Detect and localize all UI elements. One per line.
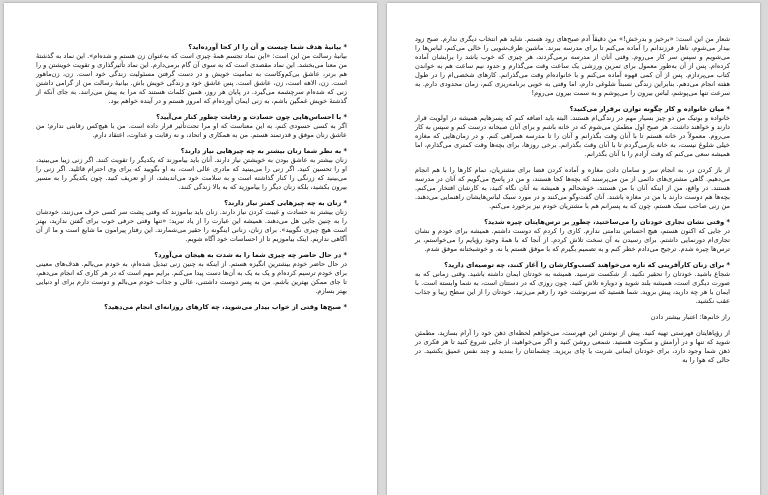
paragraph <box>415 166 730 211</box>
answer-text: اگر به کسی حسودی کنم، به این معناست که او مرا تحت‌تأثیر قرار داده است. من با هیچ‌کس رقابتی ندارم؛ من عاشق زنان موفق و قدرتمند هستم. من به همکاری و اتحاد، و نه رقابت و عداوت، اعتقاد دارم. <box>36 122 347 139</box>
paragraph <box>415 261 730 306</box>
question-text: * زنان به چه چیز‌هایی کمتر نیاز دارند؟ <box>224 199 347 207</box>
paragraph <box>415 35 730 98</box>
answer-text: شعار من این است: «برخیز و بدرخش!» من دقیقاً آدم صبح‌های زود هستم. شاید هم انتخاب دیگری ندارم. صبح زود بیدار می‌شوم، ناهار فرزندانم را آماده می‌کنم تا برای مدرسه ببرند. ماشین ظرف‌شویی را خالی می‌کنم، لباس‌ها را می‌شویم و سپس سر کار می‌روم. وقتی آنان از مدرسه برمی‌گردند، هر چیزی که خوب باشد را برایشان آماده کرده‌ام. پس از آن به‌طور معمول برای تمرین ورزشی یک ساعت وقت می‌گذارم و حدود نیم ساعت هم به خواندن کتاب می‌پردازم. پس از آن کمی قهوه آماده می‌کنم و با خانواده‌ام وقت می‌گذرانم. کارهای شخصی‌ام را در طول هفته انجام می‌دهم. بنابراین زندگی نسبتاً شلوغی دارم، اما وقتی به خوبی برنامه‌ریزی کنم، زمان محدودی دارم. به سرعت تنها می‌پوشم، لباس بیرون را می‌پوشم و به سمت بیرون می‌روم! <box>415 35 730 97</box>
answer-text: از رؤیاهایتان فهرستی تهیه کنید. پیش از نوشتن این فهرست، می‌خواهم لحظه‌ای ذهن خود را آرام بسازید. مطمئن شوید که تنها و در آرامش و سکوت هستید. شمعی روشن کنید و اگر می‌خواهید، از جایی شروع کنید تا هر فکری در ذهن شما وجود دارد، برای خودتان ایمانی شربت یا چای بریزید. چشمانتان را ببندید و چند نفس عمیق بکشید. در حالی که هوا را به <box>415 329 730 364</box>
question-text: * بیانیهٔ هدف شما چیست و آن را از کجا آورده‌اید؟ <box>188 43 347 51</box>
paragraph <box>415 313 730 322</box>
paragraph <box>36 147 347 192</box>
paragraph <box>36 43 347 106</box>
left-page <box>4 3 377 495</box>
question-text: * میان خانواده و کار چگونه توازن برقرار می‌کنید؟ <box>569 105 730 113</box>
answer-text: شجاع باشید. خودتان را تحقیر نکنید. از شکست نترسید. همیشه به خودتان ایمان داشته باشید. وقتی زمانی که به صورت دیگری است، همیشه بلند شوید و دوباره تلاش کنید. چون روزی که در دستتان است، به شما وابسته است. با ایمان با هر چه دارید، پیش بروید. شما هستید که سرنوشت خود را رقم می‌زنید. خودتان را از این سطح زیبا و جذاب عقب نکشید. <box>415 270 730 305</box>
question-text: * وقتی نشان تجاری خودتان را می‌ساختید، چطور بر ترس‌هایتان چیره شدید؟ <box>484 218 730 226</box>
left-page-body <box>36 43 347 489</box>
paragraph <box>415 218 730 254</box>
paragraph <box>36 199 347 244</box>
question-text: * در حال حاضر چه چیزی شما را به شدت به هیجان می‌آورد؟ <box>154 251 347 259</box>
answer-text: زنان بیشتر به عاشق بودن به خویشتن نیاز دارند. آنان باید بیاموزند که یکدیگر را تقویت کنند. اگر زنی زیبا می‌بینید، او را تحسین کنید. اگر زنی را می‌بینید که مادری عالی است، به او بگویید که برای وی احترام قائلید. اگر زنی را می‌بینید که زرنگی را کنار گذاشته است و به سلامت خود می‌اندیشد، از او تعریف کنید. چون یکدیگر را به مسیر بیرون بکشید، بلکه زنان دیگر را بیاموزید که به بالا زندگی کنند. <box>36 156 347 191</box>
paragraph <box>36 303 347 312</box>
section-heading: راز خانم‌ها: اعتبار بیشتر دادن <box>650 313 730 321</box>
answer-text: در حال حاضر خودم بیشترین انگیزه هستم. از اینکه به چنین زنی تبدیل شده‌ام، به خودم می‌بالم. هدف‌های معینی برای خودم ترسیم کرده‌ام و یک به یک به آن‌ها دست پیدا می‌کنم. برایم مهم است که در هر کاری که انجام می‌دهم، تا جای ممکن بهترین باشم. من به پسر دوست داشتنی، عالی و جذاب خودم می‌بالم و دوست دارم برای او دنیایی بهتر بسازم. <box>36 260 347 295</box>
answer-text: بیانیهٔ رسالت من این است: «این نماد تجسم همهٔ چیزی است که به‌عنوان زن هستم و شده‌ام». این نماد به گذشتهٔ من معنا می‌بخشد. این نماد مقصدی است که به سوی آن گام برمی‌دارم. این نماد تأثیرگذاری و تقویت خویشتن و را هم برتر، عاشق بی‌کم‌وکاست به تمامیت خویش و در دست گرفتن مسئولیت زندگی خود است. زن، زن‌ماهور است. زن، الاهه است، زن، عاشق است. پس عاشق خود و زندگی خویش باش. بیانیهٔ رسالت من از گرامی داشتن زنی که شده‌ام سرچشمه می‌گیرد. در پایان هر روز، همین کلمات هستند که مرا به پیش می‌رانند. به جای آنکه از گذشتهٔ خویش غمگین باشم، به زنی ایمان آورده‌ام که امروز هستم و در آینده خواهم بود. <box>36 52 347 105</box>
answer-text: خانواده و بوتیک من دو چیز بسیار مهم در زندگی‌ام هستند. البته باید اضافه کنم که پسرهایم همیشه در اولویت قرار دارند و خواهند داشت. هر صبح اول مطمئن می‌شوم که در خانه باشم و برای آنان صبحانه درست کنم و سپس به کار می‌روم. معمولاً در خانه هستم تا با آنان وقت بگذرانم و آنان را تا مدرسه همراهی کنم. و در زمان‌هایی که مغازه خیلی شلوغ نیست، به خانه بازمی‌گردم تا با آنان وقت بگذرانم. برخی روزها، برای بچه‌ها وقت کمتری می‌گذارم، اما همیشه سعی می‌کنم که وقت آزادم را با آنان بگذرانم. <box>415 114 730 158</box>
question-text: * صبح‌ها وقتی از خواب بیدار می‌شوید، چه کارهای روزانه‌ای انجام می‌دهید؟ <box>104 303 347 311</box>
right-page-body <box>415 35 730 489</box>
paragraph <box>36 113 347 140</box>
answer-text: از باز کردن در، به انجام سر و سامان دادن مغازه و آماده کردن فضا برای مشتریان، تمام کارها را با هم انجام می‌دهیم. گاهی مشتری‌های دائمی از من می‌پرسند که بچه‌ها کجا هستند، و من در پاسخ می‌گویم که آنان در مدرسه هستند. در واقع، من از اینکه آنان با من هستند، خوشحالم و همیشه به آنان نگاه کنید، به کارشان افتخار می‌کنم. بچه‌ها هم دوست دارند با من در مغازه باشند. آنان گفت‌وگو می‌کنند و در مورد سبک لباس‌هایشان راهنمایی می‌دهند. من زنی صاحب سبک هستم، چون که به پسرانم هم با مشتریان خودم نیز برخورد می‌کنم. <box>415 166 730 210</box>
paragraph <box>415 329 730 365</box>
question-text: * برای زنان کارآفرینی که تازه می‌خواهند کسب‌وکارشان را آغاز کنند، چه توصیه‌ای دارید؟ <box>444 261 730 269</box>
paragraph <box>415 105 730 159</box>
answer-text: در جایی که اکنون هستم، هیچ احساس ندامتی ندارم. کاری را کردم که دوست داشتم. همیشه برای خودم و نشان تجاری‌ام دورنمایی داشتم. برای رسیدن به آن سخت تلاش کردم. از آنجا که با همهٔ وجود رؤیایم را می‌خواستم، بر ترس‌ها چیره شدم. ترجیح می‌دادم خطر کنم و به تصمیم بگیرم که با موفق هستم یا نه. و خوشبختانه موفق شدم. <box>415 227 730 253</box>
question-text: * به نظر شما زنان بیشتر به چه چیز‌هایی نیاز دارند؟ <box>180 147 347 155</box>
right-page <box>387 3 760 495</box>
paragraph <box>36 251 347 296</box>
question-text: * با احساس‌هایی چون حسادت و رقابت چطور کنار می‌آیید؟ <box>156 113 347 121</box>
answer-text: زنان بیشتر به حسادت و غیبت کردن نیاز دارند. زنان باید بیاموزند که وقتی پشت سر کسی حرف می‌زنند، خودشان را به چنین جایی هل می‌دهند. همیشه این عبارت را از یاد نبرید: «تنها وقتی حرفی خوب برای گفتن ندارید، بهتر است هیچ چیزی نگویید». برای زنان، زنانی اینگونه را حقیر می‌شمارند. این رفتار پیرامون ما شایع است و ما از آن آگاهی نداریم. اینک بیاموزیم تا از احساسات خود آگاه شویم. <box>36 208 347 243</box>
